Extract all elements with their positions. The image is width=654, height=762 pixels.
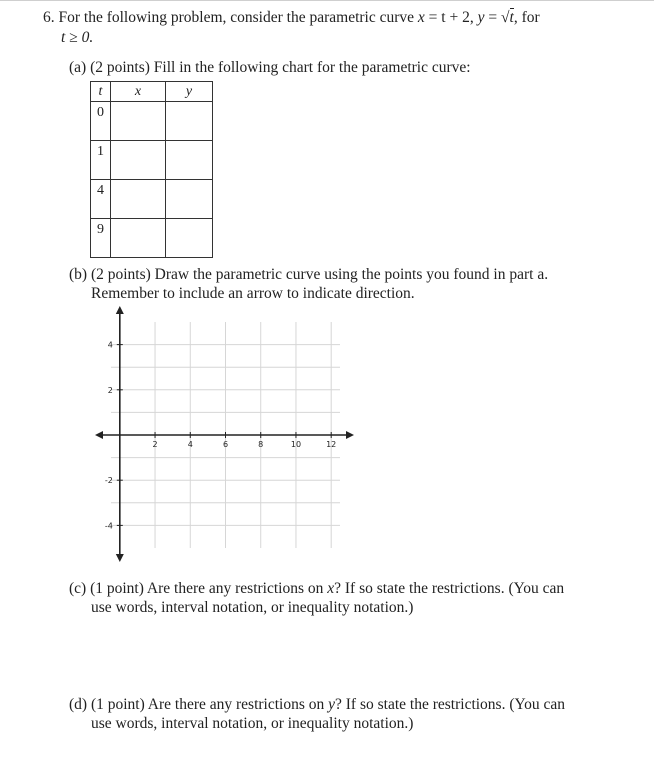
part-c-label: (c) [69, 580, 87, 597]
part-d-var: y [328, 696, 336, 713]
header-y: y [166, 82, 213, 102]
problem-intro: For the following problem, consider the parametric curve [58, 9, 415, 26]
x-axis-arrow-right [346, 431, 354, 439]
x-tick-label: 2 [152, 440, 158, 449]
part-c-line1: (1 point) Are there any restrictions on [90, 580, 324, 597]
eq-y-equals: = [488, 9, 498, 26]
part-c-line1-tail: ? If so state the restrictions. (You can [334, 580, 565, 597]
t-cell: 4 [91, 180, 111, 219]
sqrt-var: t [509, 9, 514, 26]
part-d-prompt [69, 695, 565, 714]
eq-x-var: x [417, 9, 425, 26]
x-tick-label: 6 [222, 440, 229, 449]
x-axis-arrow-left [95, 431, 103, 439]
eq-x-rhs: = t + 2, [428, 9, 474, 26]
eq-y-var: y [477, 9, 485, 26]
x-tick-label: 10 [290, 440, 302, 449]
y-tick-label: 2 [107, 385, 113, 395]
part-a-label: (a) [69, 59, 87, 76]
header-x: x [111, 82, 166, 102]
part-c-prompt [69, 579, 564, 598]
t-cell: 9 [91, 219, 111, 258]
problem-number: 6. [43, 9, 55, 26]
t-cell: 0 [91, 102, 111, 141]
x-tick-label: 8 [258, 440, 264, 449]
part-d-line2: use words, interval notation, or inequality notation.) [91, 715, 414, 732]
part-b-label: (b) [69, 266, 88, 283]
part-c-var: x [327, 580, 335, 597]
part-d-label: (d) [69, 696, 88, 713]
y-axis-arrow-up [116, 306, 124, 314]
part-d-line1-tail: ? If so state the restrictions. (You can [335, 696, 566, 713]
y-tick-label: 4 [107, 340, 113, 350]
x-tick-label: 12 [326, 440, 337, 449]
y-axis-arrow-down [116, 554, 124, 562]
x-tick-label: 4 [187, 440, 193, 449]
y-tick-label: -4 [104, 521, 113, 531]
part-b-line2: Remember to include an arrow to indicate direction. [91, 285, 415, 302]
part-b-line1: (2 points) Draw the parametric curve using the points you found in part a. [90, 266, 549, 283]
header-t: t [91, 82, 111, 102]
problem-intro-tail: , for [513, 9, 540, 26]
y-tick-label: -2 [104, 476, 113, 486]
part-a-text: (2 points) Fill in the following chart for the parametric curve: [90, 59, 471, 76]
problem-domain: t ≥ 0. [61, 29, 94, 46]
sqrt-sign: √t [500, 9, 514, 26]
part-d-line1: (1 point) Are there any restrictions on [90, 696, 325, 713]
t-cell: 1 [91, 141, 111, 180]
part-c-line2: use words, interval notation, or inequality notation.) [91, 599, 414, 616]
